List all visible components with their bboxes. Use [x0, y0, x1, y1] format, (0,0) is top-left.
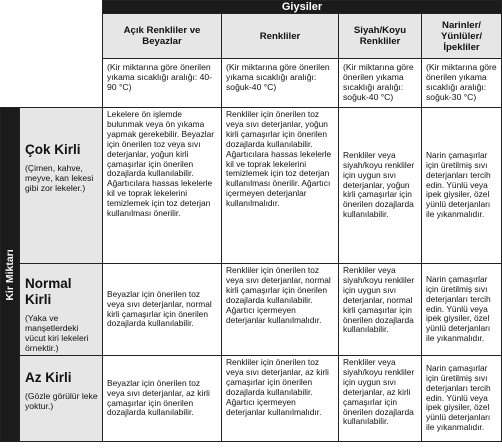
clothes-header: Giysiler	[103, 1, 502, 14]
row-note: (Yaka ve manşetlerdeki vücut kiri lekeleri örnektir.)	[25, 313, 89, 353]
temperature-range-colors: (Kir miktarına göre önerilen yıkama sıcaklığı aralığı: soğuk-40 °C)	[222, 59, 339, 108]
row-header-light	[20, 356, 103, 442]
row-title: Çok Kirli	[25, 142, 81, 157]
table-cell: Beyazlar için önerilen toz veya sıvı deterjanlar, normal kirli çamaşırlar için önerilen dozajlarda kullanılabilir.	[103, 264, 222, 356]
column-header-light-whites: Açık Renkliler ve Beyazlar	[103, 14, 222, 59]
table-cell: Renkliler veya siyah/koyu renkliler için uygun sıvı deterjanlar, az kirli çamaşırlar için önerilen dozajlarda kullanılabilir.	[339, 356, 422, 442]
soil-level-side-header	[1, 108, 20, 442]
column-header-colors: Renkliler	[222, 14, 339, 59]
table-row	[1, 356, 502, 442]
soil-level-label: Kir Miktarı	[4, 248, 16, 301]
table-cell: Narin çamaşırlar için üretilmiş sıvı deterjanları tercih edin. Yünlü veya ipek giysiler, özel yünlü deterjanları ile yıkanmalıdır.	[422, 356, 502, 442]
row-header-normal	[20, 264, 103, 356]
row-title: Normal Kirli	[25, 276, 72, 307]
table-row	[1, 108, 502, 264]
table-cell: Renkliler için önerilen toz veya sıvı deterjanlar, yoğun kirli çamaşırlar için önerilen dozajlarda kullanılabilir. Ağartıcılara hassas lekelerle kil ve toprak lekelerini temizlemek için toz deterjan kullanılması önerilir. Ağartıcı içermeyen deterjanlar kullanılmalıdır.	[222, 108, 339, 264]
row-title: Az Kirli	[25, 370, 72, 385]
table-cell: Renkliler için önerilen toz veya sıvı deterjanlar, normal kirli çamaşırlar için önerilen dozajlarda kullanılabilir. Ağartıcı içermeyen deterjanlar kullanılmalıdır.	[222, 264, 339, 356]
table-cell: Lekelere ön işlemde bulunmak veya ön yıkama yapmak gerekebilir. Beyazlar için önerilen toz veya sıvı deterjanlar, yoğun kirli çamaşırlar için önerilen dozajlarda kullanılabilir. Ağartıcılara hassas lekelerle kil ve toprak lekelerini temizlemek için toz deterjan kullanılması önerilir.	[103, 108, 222, 264]
row-header-heavy	[20, 108, 103, 264]
table-cell: Renkliler veya siyah/koyu renkliler için uygun sıvı deterjanlar, normal kirli çamaşırlar için önerilen dozajlarda kullanılabilir.	[339, 264, 422, 356]
table-cell: Renkliler veya siyah/koyu renkliler için uygun sıvı deterjanlar, yoğun kirli çamaşırlar için önerilen dozajlarda kullanılabilir.	[339, 108, 422, 264]
table-row	[1, 264, 502, 356]
table-cell: Renkliler için önerilen toz veya sıvı deterjanlar, az kirli çamaşırlar için önerilen dozajlarda kullanılabilir. Ağartıcı içermeyen deterjanlar kullanılmalıdır.	[222, 356, 339, 442]
empty-corner	[1, 1, 103, 108]
temperature-range-delicates: (Kir miktarına göre önerilen yıkama sıcaklığı aralığı: soğuk-30 °C)	[422, 59, 502, 108]
temperature-range-light-whites: (Kir miktarına göre önerilen yıkama sıcaklığı aralığı: 40-90 °C)	[103, 59, 222, 108]
temperature-range-dark-colors: (Kir miktarına göre önerilen yıkama sıcaklığı aralığı: soğuk-40 °C)	[339, 59, 422, 108]
table-cell: Beyazlar için önerilen toz veya sıvı deterjanlar, az kirli çamaşırlar için önerilen dozajlarda kullanılabilir.	[103, 356, 222, 442]
table-cell: Narin çamaşırlar için üretilmiş sıvı deterjanları tercih edin. Yünlü veya ipek giysiler, özel yünlü deterjanları ile yıkanmalıdır.	[422, 108, 502, 264]
column-header-delicates: Narinler/ Yünlüler/ İpekliler	[422, 14, 502, 59]
row-note: (Çimen, kahve, meyve, kan lekesi gibi zor lekeler.)	[25, 163, 94, 193]
table-cell: Narin çamaşırlar için üretilmiş sıvı deterjanları tercih edin. Yünlü veya ipek giysiler, özel yünlü deterjanları ile yıkanmalıdır.	[422, 264, 502, 356]
column-header-dark-colors: Siyah/Koyu Renkliler	[339, 14, 422, 59]
row-note: (Gözle görülür leke yoktur.)	[25, 391, 98, 411]
